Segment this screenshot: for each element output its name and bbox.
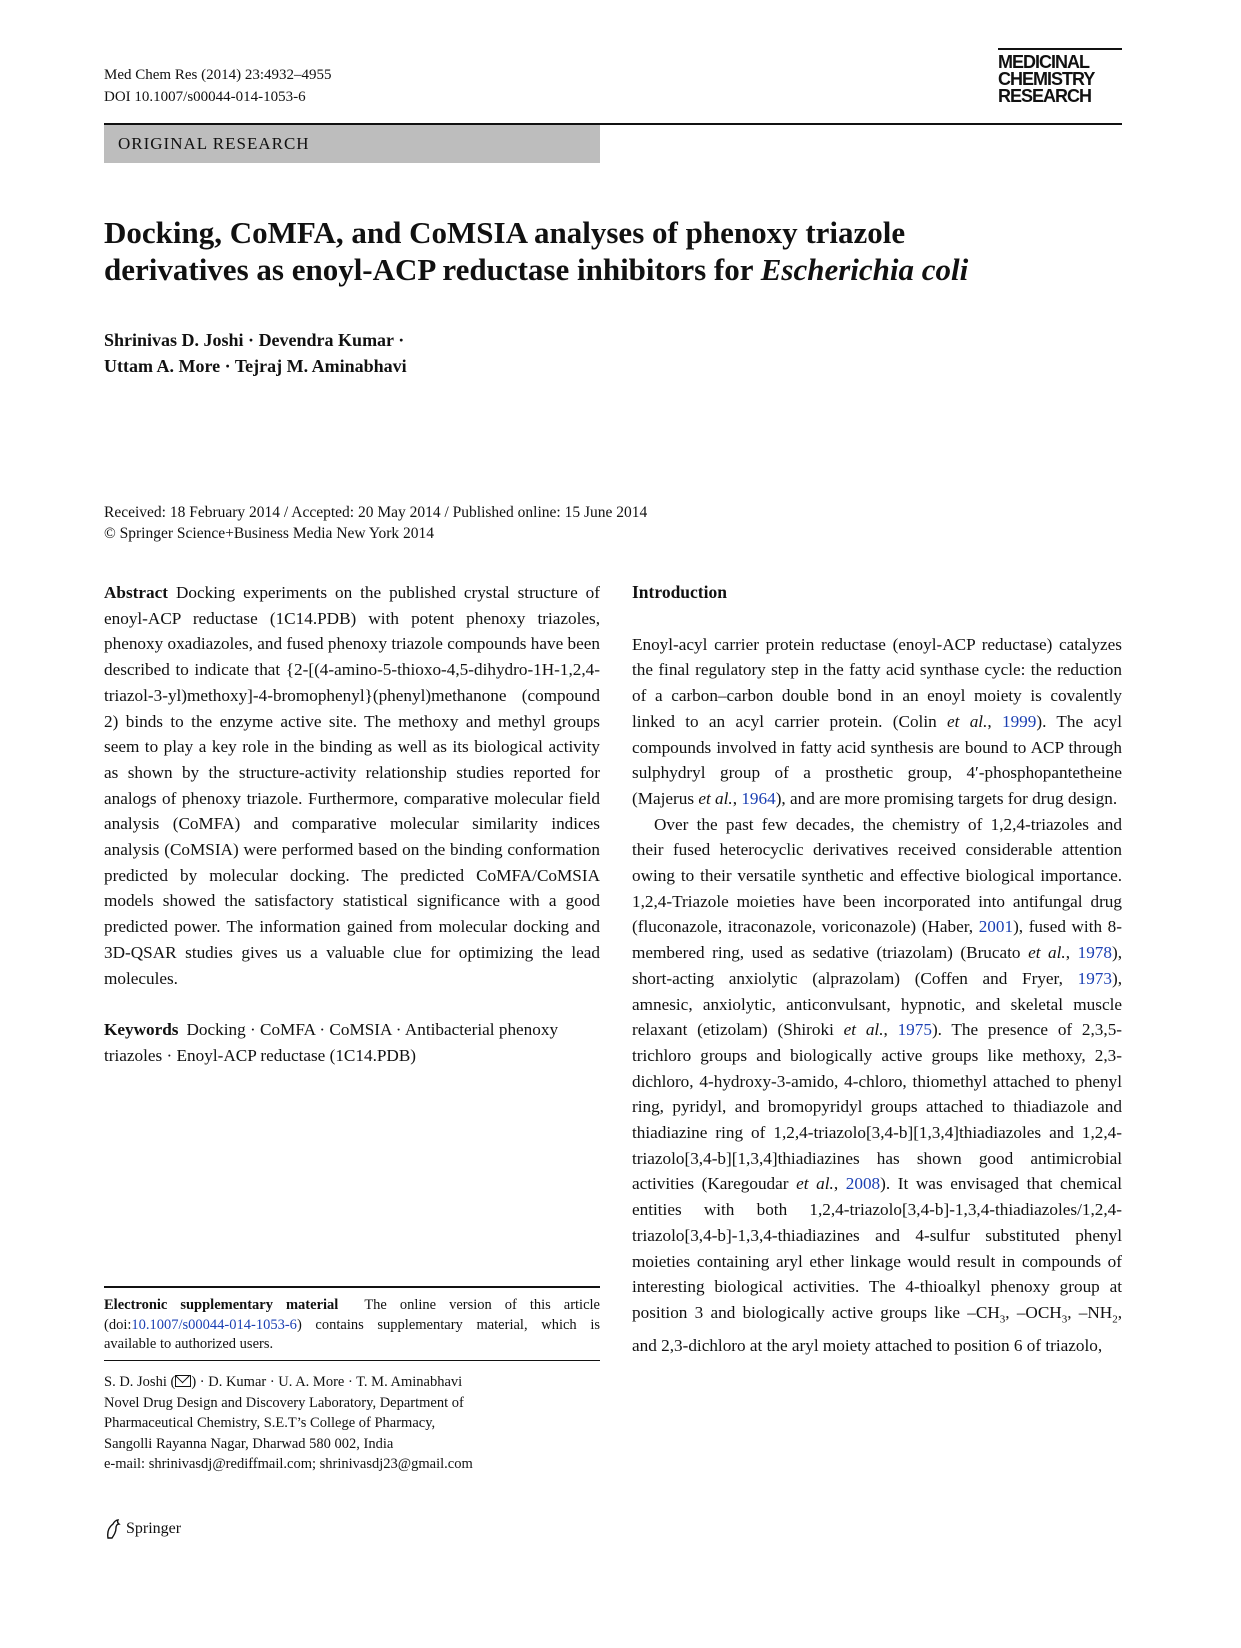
p2-text: , and 2,3-dichloro at the aryl moiety attached to position 6 of triazolo,	[632, 1302, 1123, 1356]
p2-text: , –OCH	[1005, 1302, 1062, 1322]
p1-text: Enoyl-acyl carrier protein reductase (enoyl-ACP reductase) catalyzes the final regulatory step in the fatty acid synthase cycle: the reduction of a carbon–carbon double bond in an enoyl moiety is covalently linked to an acyl carrier protein. (Colin	[632, 634, 1122, 731]
p2-sep: ,	[1065, 943, 1078, 963]
p1-text: ), and are more promising targets for drug design.	[775, 788, 1118, 808]
title-organism: Escherichia coli	[760, 252, 969, 287]
footnote-divider	[104, 1360, 600, 1361]
subscript: 3	[1061, 1313, 1068, 1326]
envelope-icon	[175, 1375, 191, 1387]
journal-logo	[998, 54, 1122, 105]
abstract-label: Abstract	[104, 583, 168, 602]
esm-label: Electronic supplementary material	[104, 1297, 339, 1313]
et-al: et al.	[1028, 943, 1066, 963]
footnote-rule	[104, 1286, 600, 1288]
left-column	[104, 580, 600, 1069]
et-al: et al.	[796, 1174, 834, 1194]
p2-text: , –NH	[1067, 1302, 1113, 1322]
logo-rule	[998, 48, 1122, 50]
p1-sep: ,	[987, 711, 1002, 731]
p2-text: ). The presence of 2,3,5-trichloro groups and biologically active groups like methoxy, 2,3-dichloro, 4-hydroxy-3-amido, 4-chloro, thiomethyl attached to phenyl ring, pyridyl, and bromopyridyl groups attached to thiadiazole and thiadiazine ring of 1,2,4-triazolo[3,4-b][1,3,4]thiadiazoles and 1,2,4-triazolo[3,4-b][1,3,4]thiadiazines has shown good antimicrobial activities (Karegoudar	[632, 1020, 1123, 1194]
springer-horse-icon	[104, 1518, 122, 1540]
paper-title	[104, 214, 1122, 288]
affiliation-authors-b: ) · D. Kumar · U. A. More · T. M. Aminabhavi	[191, 1374, 463, 1390]
keywords-label: Keywords	[104, 1020, 179, 1040]
p2-text: Over the past few decades, the chemistry of 1,2,4-triazoles and their fused heterocyclic derivatives received considerable attention owing to their versatile synthetic and effective biological importance. 1,2,4-Triazole moieties have been incorporated into antifungal drug (fluconazole, itraconazole, voriconazole) (Haber,	[632, 814, 1122, 937]
section-label: ORIGINAL RESEARCH	[104, 125, 600, 163]
affiliation-lab: Novel Drug Design and Discovery Laboratory, Department of	[104, 1394, 464, 1411]
affiliation-authors-a: S. D. Joshi (	[104, 1374, 176, 1390]
author-separator: ·	[393, 330, 405, 350]
et-al: et al.	[843, 1020, 884, 1040]
author-1: Shrinivas D. Joshi	[104, 330, 244, 350]
author-separator: ·	[243, 330, 259, 350]
logo-line-3: RESEARCH	[998, 86, 1092, 106]
keywords-text: Docking · CoMFA · CoMSIA · Antibacterial phenoxy triazoles · Enoyl-ACP reductase (1C14.PDB)	[104, 1020, 559, 1065]
keywords	[104, 1017, 600, 1068]
abstract	[104, 580, 600, 991]
citation-link[interactable]: 1964	[741, 788, 776, 808]
history-dates: Received: 18 February 2014 / Accepted: 20 May 2014 / Published online: 15 June 2014	[104, 504, 648, 521]
right-column	[632, 580, 1122, 1359]
author-2: Devendra Kumar	[258, 330, 394, 350]
affiliation-authors	[104, 1372, 600, 1393]
et-al: et al.	[947, 711, 988, 731]
citation-link[interactable]: 1999	[1001, 711, 1037, 731]
author-list	[104, 327, 407, 379]
doi: DOI 10.1007/s00044-014-1053-6	[104, 89, 306, 105]
citation-link[interactable]: 1975	[897, 1020, 932, 1040]
p1-text: ). The acyl compounds involved in fatty acid synthesis are bound to ACP through sulphydryl group of a prosthetic group, 4′-phosphopantetheine (Majerus	[632, 711, 1122, 808]
publication-dates	[104, 502, 647, 544]
journal-citation-block	[104, 64, 331, 108]
p2-text: ). It was envisaged that chemical entities with both 1,2,4-triazolo[3,4-b]-1,3,4-thiadiazoles/1,2,4-triazolo[3,4-b]-1,3,4-thiadiazines and 4-sulfur substituted phenyl moieties containing aryl ether linkage would result in compounds of interesting biological activities. The 4-thioalkyl phenoxy group at position 3 and biologically active groups like –CH	[632, 1174, 1123, 1322]
intro-paragraph-1	[632, 632, 1122, 812]
p2-text: ), fused with 8-membered ring, used as sedative (triazolam) (Brucato	[632, 917, 1122, 963]
publisher-name: Springer	[126, 1520, 182, 1537]
title-line-2-text: derivatives as enoyl-ACP reductase inhibitors for	[104, 252, 761, 287]
citation-link[interactable]: 1973	[1077, 968, 1112, 988]
logo-line-1: MEDICINAL	[998, 52, 1089, 72]
author-4: Tejraj M. Aminabhavi	[234, 356, 407, 376]
journal-citation: Med Chem Res (2014) 23:4932–4955	[104, 67, 332, 83]
p1-sep: ,	[732, 788, 742, 808]
p2-text: ), amnesic, anxiolytic, anticonvulsant, hypnotic, and skeletal muscle relaxant (etizolam) (Shiroki	[632, 968, 1122, 1040]
intro-paragraph-2	[632, 812, 1122, 1359]
introduction-heading: Introduction	[632, 582, 727, 602]
subscript: 2	[1112, 1313, 1118, 1326]
affiliation-email: e-mail: shrinivasdj@rediffmail.com; shrinivasdj23@gmail.com	[104, 1456, 473, 1472]
et-al: et al.	[698, 788, 733, 808]
citation-link[interactable]: 1978	[1077, 943, 1112, 963]
esm-text-after: ) contains supplementary material, which is available to authorized users.	[104, 1316, 600, 1352]
esm-text-before: The online version of this article (doi:	[104, 1297, 600, 1333]
affiliation-address: Sangolli Rayanna Nagar, Dharwad 580 002, India	[104, 1435, 394, 1452]
title-line-1: Docking, CoMFA, and CoMSIA analyses of phenoxy triazole	[104, 215, 906, 250]
page-footer	[104, 1518, 181, 1540]
esm-doi-link[interactable]: 10.1007/s00044-014-1053-6	[131, 1316, 297, 1333]
affiliation-dept: Pharmaceutical Chemistry, S.E.T’s College of Pharmacy,	[104, 1415, 436, 1431]
subscript: 3	[999, 1313, 1006, 1326]
copyright-line: © Springer Science+Business Media New York 2014	[104, 525, 435, 542]
supplementary-note	[104, 1296, 600, 1355]
title-line-2	[104, 251, 1122, 288]
citation-link[interactable]: 2008	[845, 1174, 881, 1194]
abstract-text: Docking experiments on the published crystal structure of enoyl-ACP reductase (1C14.PDB) with potent phenoxy triazoles, phenoxy oxadiazoles, and fused phenoxy triazole compounds have been described to indicate that {2-[(4-amino-5-thioxo-4,5-dihydro-1H-1,2,4-triazol-3-yl)methoxy]-4-bromophenyl}(phenyl)methanone (compound 2) binds to the enzyme active site. The methoxy and methyl groups seem to play a key role in the binding as well as its biological activity as shown by the structure-activity relationship studies reported for analogs of phenoxy triazole. Furthermore, comparative molecular field analysis (CoMFA) and comparative molecular similarity indices analysis (CoMSIA) were performed based on the binding conformation predicted by molecular docking. The predicted CoMFA/CoMSIA models showed the satisfactory statistical significance with a good predicted power. The information gained from molecular docking and 3D-QSAR studies gives us a valuable clue for optimizing the lead molecules.	[104, 583, 600, 988]
author-line-2	[104, 353, 407, 379]
author-line-1	[104, 327, 407, 353]
author-3: Uttam A. More	[104, 356, 221, 376]
p2-sep: ,	[833, 1174, 846, 1194]
author-separator: ·	[220, 356, 235, 376]
p2-sep: ,	[883, 1020, 898, 1040]
citation-link[interactable]: 2001	[978, 917, 1014, 937]
logo-line-2: CHEMISTRY	[998, 69, 1095, 89]
p2-text: ), short-acting anxiolytic (alprazolam) (Coffen and Fryer,	[632, 943, 1123, 988]
affiliation	[104, 1372, 600, 1475]
